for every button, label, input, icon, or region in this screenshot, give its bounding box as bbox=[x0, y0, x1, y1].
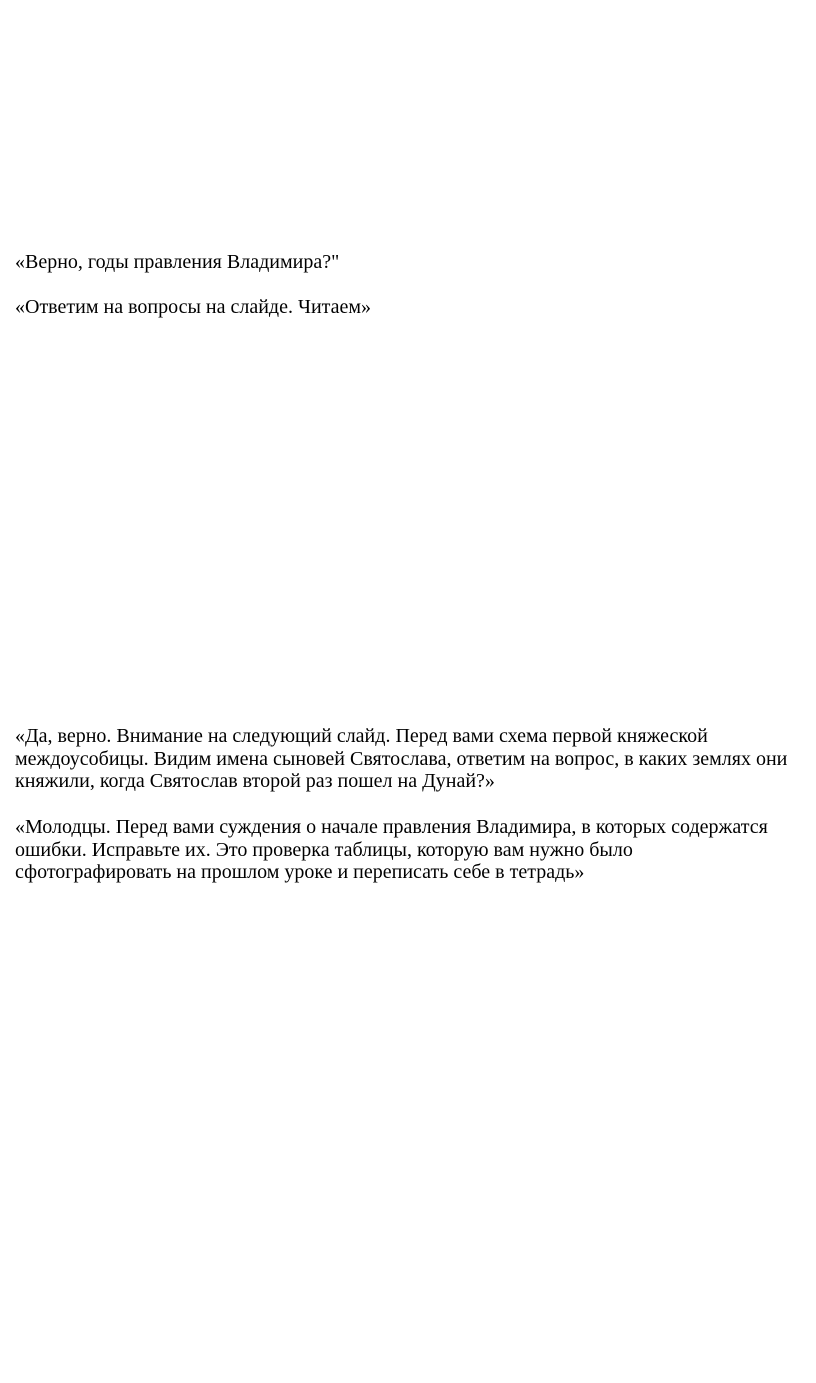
paragraph-slide-questions: «Ответим на вопросы на слайде. Читаем» bbox=[15, 296, 372, 318]
paragraph-judgements-errors: «Молодцы. Перед вами суждения о начале правления Владимира, в которых содержатся ошибки. Исправьте их. Это проверка таблицы, которую вам нужно было сфотографировать на прошлом уроке и переписать себе в тетрадь» bbox=[15, 816, 768, 883]
paragraph-question-reign-years: «Верно, годы правления Владимира?" bbox=[15, 251, 340, 273]
paragraph-feud-scheme: «Да, верно. Внимание на следующий слайд. Перед вами схема первой княжеской междоусобицы. Видим имена сыновей Святослава, ответим на вопрос, в каких землях они княжили, когда Святослав второй раз пошел на Дунай?» bbox=[15, 725, 788, 792]
